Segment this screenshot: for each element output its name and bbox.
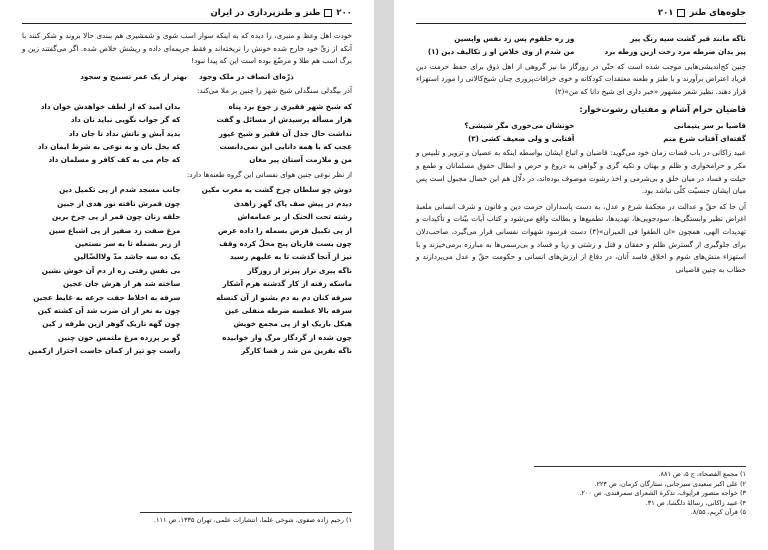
verse-row bbox=[22, 331, 352, 344]
verse-hemistich: سرفه بالا عطسه ضرطه منفلی عین bbox=[224, 306, 352, 316]
verse-row bbox=[22, 291, 352, 304]
verse-hemistich: دیدم در پیش صف پاک گهر زاهدی bbox=[233, 198, 352, 208]
verse-hemistich: قاضیا بر سر یتیمانی bbox=[673, 120, 746, 130]
verse-hemistich: چون گهه تاریک گوهر ازین طرفه ز کین bbox=[42, 319, 181, 329]
verse-hemistich: آفتابی و ولی ضعیف کشی (۳) bbox=[467, 134, 575, 143]
verse-hemistich: از پی تکبیل فرض بسمله را داده عرض bbox=[218, 225, 352, 235]
verse-hemistich: پیر بدان ضرطه مرد رخت ازین ورطه برد bbox=[604, 47, 746, 57]
right-page-number: ۲۰۱ bbox=[657, 8, 674, 18]
verse-hemistich: نیز از آنجا گذشت تا به علیهم رسید bbox=[229, 252, 352, 262]
verse-row bbox=[22, 140, 352, 153]
left-mid-paragraph: آذر بیگدلی سنگدلی شیخ شهر را چنین بر ملا می‌کند: bbox=[196, 86, 352, 96]
left-page-number: ۲۰۰ bbox=[336, 8, 352, 18]
footnote: ۲) علی اکبر سعیدی سیرجانی، ستارگان کرمان، ص ۲۲۴. bbox=[594, 479, 746, 488]
verse-hemistich: هیکل باریک او از پی مجمع خویش bbox=[233, 319, 352, 329]
verse-hemistich: ذرّه‌ای انصاف در ملک وجود bbox=[198, 71, 294, 81]
verse-row bbox=[22, 113, 352, 126]
verse-row bbox=[22, 210, 352, 223]
right-page-body bbox=[416, 30, 746, 276]
left-mid2-paragraph: از نظر نوعی جنین هوای نفسانی این گروه طعنه‌ها دارد: bbox=[186, 169, 352, 179]
verse-hemistich: که گر جواب نگویی نباید نان داد bbox=[70, 115, 181, 125]
left-header-rule bbox=[22, 23, 352, 24]
left-running-title: طنز و طنزپردازی در ایران bbox=[210, 8, 321, 18]
verse-hemistich: ساخته شد هر از هرش جان عجین bbox=[62, 279, 181, 289]
verse-hemistich: سرفه به اخلاط جفت جرعه به غایط عجین bbox=[33, 292, 181, 302]
verse-hemistich: که جام می به کف کافر و مسلمان داد bbox=[48, 155, 181, 165]
verse-row bbox=[22, 70, 352, 83]
verse-hemistich: ماسکه زفته از کار گذشته هرم آشکار bbox=[222, 279, 352, 289]
verse-hemistich: عجب که با همه دانایی این نمی‌دانست bbox=[219, 142, 352, 151]
verse-hemistich: گفته‌ای آفتاب شرع منم bbox=[663, 134, 746, 143]
footnote: ۱) رحیم زاده صفوی، شوخی علما، انتشارات علمی، تهران ۱۳۳۵، ص ۱۱۱. bbox=[153, 516, 352, 524]
left-verse-block-3 bbox=[22, 183, 352, 357]
right-paragraph-2: عبید زاکانی در باب قضات زمان خود می‌گوید: قاضیان و اتباع ایشان بواسطه اینکه به عصیان و تزویر و تلبیس و مکر و حرامخواری و ظلم و بهتان و تکیه گری و گواهی به دروغ و حرص و ابطال حقوق مسلمانان و طمع و حیلت و فساد در میان خلق و بی‌شرمی و اخذ رشوت موصوف بوده‌اند، در دلّال هم این خصال مجبول است پس میان ایشان جنسیّت کلّی نباشد بود. bbox=[416, 148, 746, 196]
right-paragraph-3: آن جا که حقّ و عدالت در محکمهٔ شرع و عدل، به دست پاسداران حرمت دین و قانون و شرف انسانی ملعبهٔ اغراض نظیر وابستگی‌ها، سودجویی‌ها، تهدیدها، تطمیع‌ها و بطالت واقع می‌شود و کتاب آیات بیّنات و تأکیدات و تهدیدات الهی، همچون «ان الطغوا فی المیزان»(۴) دست فرسود شهوات نفسانی قرار می‌گیرد، صاحب‌دلان برای جلوگیری از گسترش ظلم و خفقان و قتل و زشتی و ریا و فساد و بی‌رسمی‌ها به مبارزه برمی‌خیزند و با استهزاء منش‌های شوم و اخلاق فاسد آنان، در دفاع از ارزش‌های انسانی و حکومت حقّ و عدل می‌پردازند و خطاب به چنین قاضیانی bbox=[416, 201, 747, 274]
left-verse-block-2 bbox=[22, 100, 352, 167]
verse-hemistich: گو بر پرزده مرغ ملتمس خون چنین bbox=[57, 332, 181, 342]
section-subheading: قاضیان حرام آشام و مفتیان رشوت‌خوار: bbox=[579, 103, 746, 114]
verse-hemistich: سرفه کنان دم به دم بشنو از آن کنسله bbox=[216, 292, 352, 302]
verse-hemistich: یک ده سه جاشد مدّ ولاالضّالین bbox=[73, 252, 181, 262]
right-paragraph-1: چنین کج‌اندیشی‌هایی موجب شده است که حتّی در روزگار ما نیز گروهی از اهل ذوق برای حفظ حرمت دین فریاد اعتراض برآورند و با طنز و طعنه معتقدات کودکانه و خوی خرافات‌پروری چنان شیخ‌کالانی را مورد استهزاء قرار دهند. نظیر شعر مشهور «خبر داری ای شیخ دانا که من»(۲) bbox=[416, 61, 746, 96]
footnote: ۳) خواجه منصور قراپوف، تذکرة الشعرای سمرقندی، ص ۲۰۰. bbox=[579, 489, 746, 498]
verse-row bbox=[22, 100, 352, 113]
footnote: ۱) مجمع الفصحاء، ج ۵، ص ۸۸۱. bbox=[658, 470, 746, 478]
verse-row bbox=[22, 304, 352, 317]
verse-hemistich: که شیخ شهر فقیری ز جوع برد پناه bbox=[228, 101, 352, 111]
verse-hemistich: ناگه پیری نزار پیرتر از روزگار bbox=[247, 265, 352, 275]
verse-row bbox=[22, 250, 352, 263]
left-page-body bbox=[22, 30, 352, 360]
verse-row bbox=[416, 132, 746, 145]
verse-row bbox=[22, 344, 352, 357]
verse-hemistich: وز ره حلقوم پس زد نفس واپسین bbox=[454, 34, 575, 43]
verse-hemistich: بدید آبش و ناتش نداد تا جان داد bbox=[68, 128, 181, 138]
verse-row bbox=[22, 127, 352, 140]
verse-hemistich: راست چو تیر از کمان خاست احتراز ازکمین bbox=[28, 346, 181, 356]
left-footnotes bbox=[22, 516, 352, 526]
verse-hemistich: خونشان می‌خوری مگر شیشی؟ bbox=[464, 120, 575, 130]
verse-row bbox=[22, 153, 352, 166]
left-page-header bbox=[22, 8, 352, 22]
verse-hemistich: جانب مسجد شدم از پی تکمیل دین bbox=[59, 185, 181, 195]
left-intro-paragraph: خودت اهل وعظ و منبری، را دیده که به اینکه سوار اسب شوی و شمشیری هم ببندی حالا بروند و شکر کنند با آنکه از زیِّ خود خارج شده خونش را نریخته‌اند و فقط جریمه‌ای داده و ریشش خلاص شده. اگر می‌گفتند زین و برگ اسب هم طلا و مرضّع بوده است این که پیدا نبود! bbox=[22, 31, 352, 66]
square-ornament-icon bbox=[324, 9, 332, 17]
right-footnote-rule bbox=[534, 466, 746, 467]
square-ornament-icon bbox=[677, 9, 685, 17]
verse-hemistich: ناگه نفرین من شد ز قضا کارگر bbox=[241, 346, 352, 356]
right-verse-block-2 bbox=[416, 119, 746, 146]
footnote: ۵) قرآن کریم، ۸/۵۵. bbox=[690, 508, 746, 517]
verse-row bbox=[22, 264, 352, 277]
verse-row bbox=[416, 119, 746, 132]
verse-row bbox=[22, 277, 352, 290]
verse-hemistich: من و ملازمت آستان پیر مغان bbox=[249, 155, 352, 165]
right-page-header bbox=[416, 8, 746, 22]
verse-row bbox=[22, 183, 352, 196]
verse-hemistich: بهتر از یک عمر تسبیح و سجود bbox=[80, 71, 187, 81]
verse-row bbox=[416, 32, 746, 45]
verse-row bbox=[22, 237, 352, 250]
verse-hemistich: از زبر بسمله تا به سر نستعین bbox=[74, 239, 181, 249]
verse-hemistich: هزار مسأله پرسیدش از مسائل و گفت bbox=[216, 115, 352, 125]
verse-hemistich: بدان امید که از لطف خواهدش خوان داد bbox=[40, 101, 181, 111]
verse-hemistich: بی نفس رفتی ره از دم آن خوش نشین bbox=[41, 265, 181, 275]
verse-row bbox=[22, 197, 352, 210]
verse-hemistich: رشته تحت الحنک از بر عمامه‌اش bbox=[237, 212, 352, 222]
verse-row bbox=[22, 224, 352, 237]
verse-hemistich: من شدم از وی خلاص او ز تکالیف دین (۱) bbox=[427, 47, 575, 57]
verse-hemistich: چون بست قاریان پنج محلّ کرده وقف bbox=[219, 239, 352, 249]
right-footnotes bbox=[416, 470, 746, 518]
footnote: ۴) عبید زاکانی، رسالهٔ دلگشا، ص ۳۱. bbox=[645, 498, 746, 507]
verse-hemistich: چون شده از گردگار مرگ وار خوابیده bbox=[222, 332, 352, 342]
verse-hemistich: حلقه زنان چون قمر از پی چرخ برین bbox=[52, 212, 181, 222]
verse-row bbox=[22, 317, 352, 330]
verse-hemistich: چون به نغر از ان ضرب شد آن کشته کین bbox=[37, 306, 181, 316]
verse-hemistich: چون قمرش تافته نور هدی از جبین bbox=[57, 198, 181, 208]
verse-row bbox=[416, 45, 746, 58]
right-verse-block-1 bbox=[416, 32, 746, 59]
left-verse-block-1 bbox=[22, 70, 352, 83]
right-running-title: جلوه‌های طنز bbox=[689, 8, 746, 18]
verse-hemistich: دوش چو سلطان چرخ گشت به مغرب مکین bbox=[201, 185, 352, 195]
verse-hemistich: که بخل نان و به نوعی به شرط ایمان داد bbox=[37, 142, 181, 151]
left-page bbox=[0, 0, 374, 550]
verse-hemistich: ناگه مانند قیر گشت سیه رنگ پیر bbox=[630, 34, 746, 43]
right-page bbox=[394, 0, 768, 550]
verse-hemistich: مرغ صفت زد صفیر از پی اشباع سین bbox=[48, 225, 181, 235]
verse-hemistich: نداشت حال جدل آن فقیر و شیخ غیور bbox=[218, 128, 352, 138]
right-header-rule bbox=[416, 23, 746, 24]
left-footnote-rule bbox=[140, 512, 352, 513]
